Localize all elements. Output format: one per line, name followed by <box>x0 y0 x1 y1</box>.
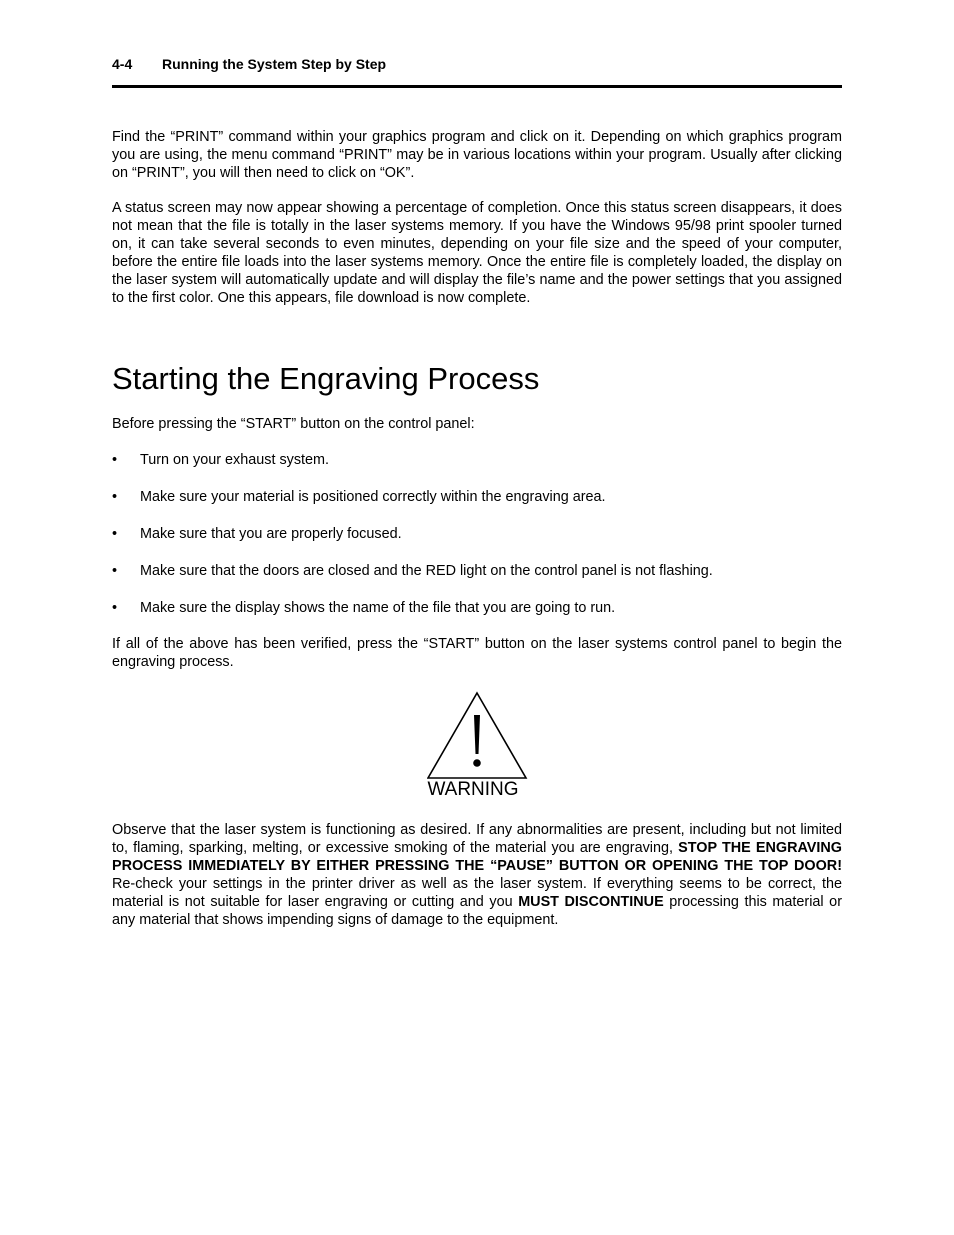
lead-in-paragraph: Before pressing the “START” button on the control panel: <box>112 416 475 432</box>
bullet-icon: • <box>112 452 118 468</box>
bullet-icon: • <box>112 600 118 616</box>
list-item-text: Make sure your material is positioned correctly within the engraving area. <box>140 489 606 505</box>
page-number: 4-4 <box>112 56 133 72</box>
observe-text-1: Observe that the laser system is functioning as desired. If any abnormalities are present, including but not limited to, flaming, sparking, melting, or excessive smoking of the material you are engraving, <box>112 822 842 856</box>
closing-paragraph: If all of the above has been verified, press the “START” button on the laser systems control panel to begin the engraving process. <box>112 636 842 670</box>
bullet-icon: • <box>112 526 118 542</box>
warning-triangle-svg <box>427 690 529 782</box>
intro-paragraph-1: Find the “PRINT” command within your graphics program and click on it. Depending on which graphics program you are using, the menu command “PRINT” may be in various locations within your program. Usually after clicking on “PRINT”, you will then need to click on “OK”. <box>112 129 842 181</box>
intro-paragraph-2: A status screen may now appear showing a percentage of completion. Once this status screen disappears, it does not mean that the file is totally in the laser systems memory. If you have the Windows 95/98 print spooler turned on, it can take several seconds to even minutes, depending on your file size and the speed of your computer, before the entire file loads into the laser systems memory. Once the entire file is completely loaded, the display on the laser system will automatically update and will display the file’s name and the power settings that you assigned to the first color. One this appears, file download is now complete. <box>112 200 842 306</box>
stop-warning-text: STOP THE ENGRAVING PROCESS IMMEDIATELY BY EITHER PRESSING THE “PAUSE” BUTTON OR OPENING THE TOP DOOR! <box>112 840 842 874</box>
must-discontinue-text: MUST DISCONTINUE <box>518 894 664 910</box>
observe-text-2: Re-check your settings in the printer driver as well as the laser system. If everything seems to be correct, the material is not suitable for laser engraving or cutting and you <box>112 876 842 910</box>
list-item-text: Make sure that you are properly focused. <box>140 526 402 542</box>
list-item-text: Make sure that the doors are closed and the RED light on the control panel is not flashing. <box>140 563 713 579</box>
exclamation-dot <box>473 759 481 767</box>
list-item-text: Turn on your exhaust system. <box>140 452 330 468</box>
observe-paragraph <box>112 821 842 929</box>
header-rule <box>112 85 842 88</box>
observe-text-3: processing this material or any material that shows impending signs of damage to the equipment. <box>112 894 842 928</box>
bullet-icon: • <box>112 563 118 579</box>
warning-label: WARNING <box>427 779 519 800</box>
bullet-icon: • <box>112 489 118 505</box>
section-title: Running the System Step by Step <box>162 56 387 72</box>
list-item-text: Make sure the display shows the name of the file that you are going to run. <box>140 600 616 616</box>
section-heading: Starting the Engraving Process <box>112 361 540 396</box>
exclamation-bar <box>474 715 480 754</box>
page-header <box>112 56 842 73</box>
